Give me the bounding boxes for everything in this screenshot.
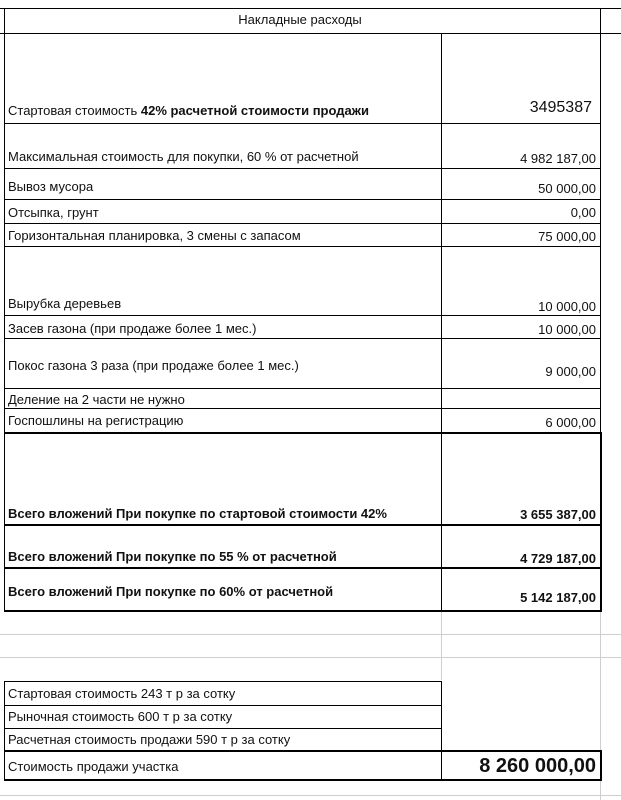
row-value: 10 000,00 [538, 299, 596, 314]
row-label: Максимальная стоимость для покупки, 60 % от расчетной [8, 149, 359, 164]
total-label: Всего вложений При покупке по 60% от расчетной [8, 584, 334, 599]
row-label: Горизонтальная планировка, 3 смены с запасом [8, 228, 301, 243]
grid-line [441, 612, 442, 680]
row-value: 0,00 [570, 205, 596, 220]
row-label: Деление на 2 части не нужно [8, 392, 185, 407]
row-label: Стартовая стоимость 42% расчетной стоимости продажи [8, 103, 369, 118]
row-label: Вывоз мусора [8, 179, 94, 194]
price-label: Рыночная стоимость 600 т р за сотку [8, 709, 233, 724]
price-label: Стартовая стоимость 243 т р за сотку [8, 686, 236, 701]
row-value: 3495387 [529, 99, 592, 116]
price-label: Расчетная стоимость продажи 590 т р за сотку [8, 732, 291, 747]
grid-line [0, 795, 621, 796]
total-value: 3 655 387,00 [520, 507, 596, 522]
header-title: Накладные расходы [238, 12, 362, 27]
total-label: Всего вложений При покупке по стартовой стоимости 42% [8, 506, 387, 521]
row-value: 75 000,00 [538, 229, 596, 244]
row-label: Вырубка деревьев [8, 296, 122, 311]
grid-line [0, 634, 621, 635]
row-label: Отсыпка, грунт [8, 205, 99, 220]
row-label: Покос газона 3 раза (при продаже более 1 мес.) [8, 358, 299, 373]
grid-line [0, 657, 621, 658]
sale-label: Стоимость продажи участка [8, 759, 179, 774]
row-label: Засев газона (при продаже более 1 мес.) [8, 321, 257, 336]
row-value: 10 000,00 [538, 322, 596, 337]
row-value: 6 000,00 [545, 415, 596, 430]
row-value: 9 000,00 [545, 364, 596, 379]
row-value: 4 982 187,00 [520, 151, 596, 166]
total-value: 5 142 187,00 [520, 590, 596, 605]
total-value: 4 729 187,00 [520, 551, 596, 566]
row-value: 50 000,00 [538, 181, 596, 196]
total-label: Всего вложений При покупке по 55 % от расчетной [8, 549, 337, 564]
row-label: Госпошлины на регистрацию [8, 413, 184, 428]
sale-value: 8 260 000,00 [479, 755, 596, 777]
